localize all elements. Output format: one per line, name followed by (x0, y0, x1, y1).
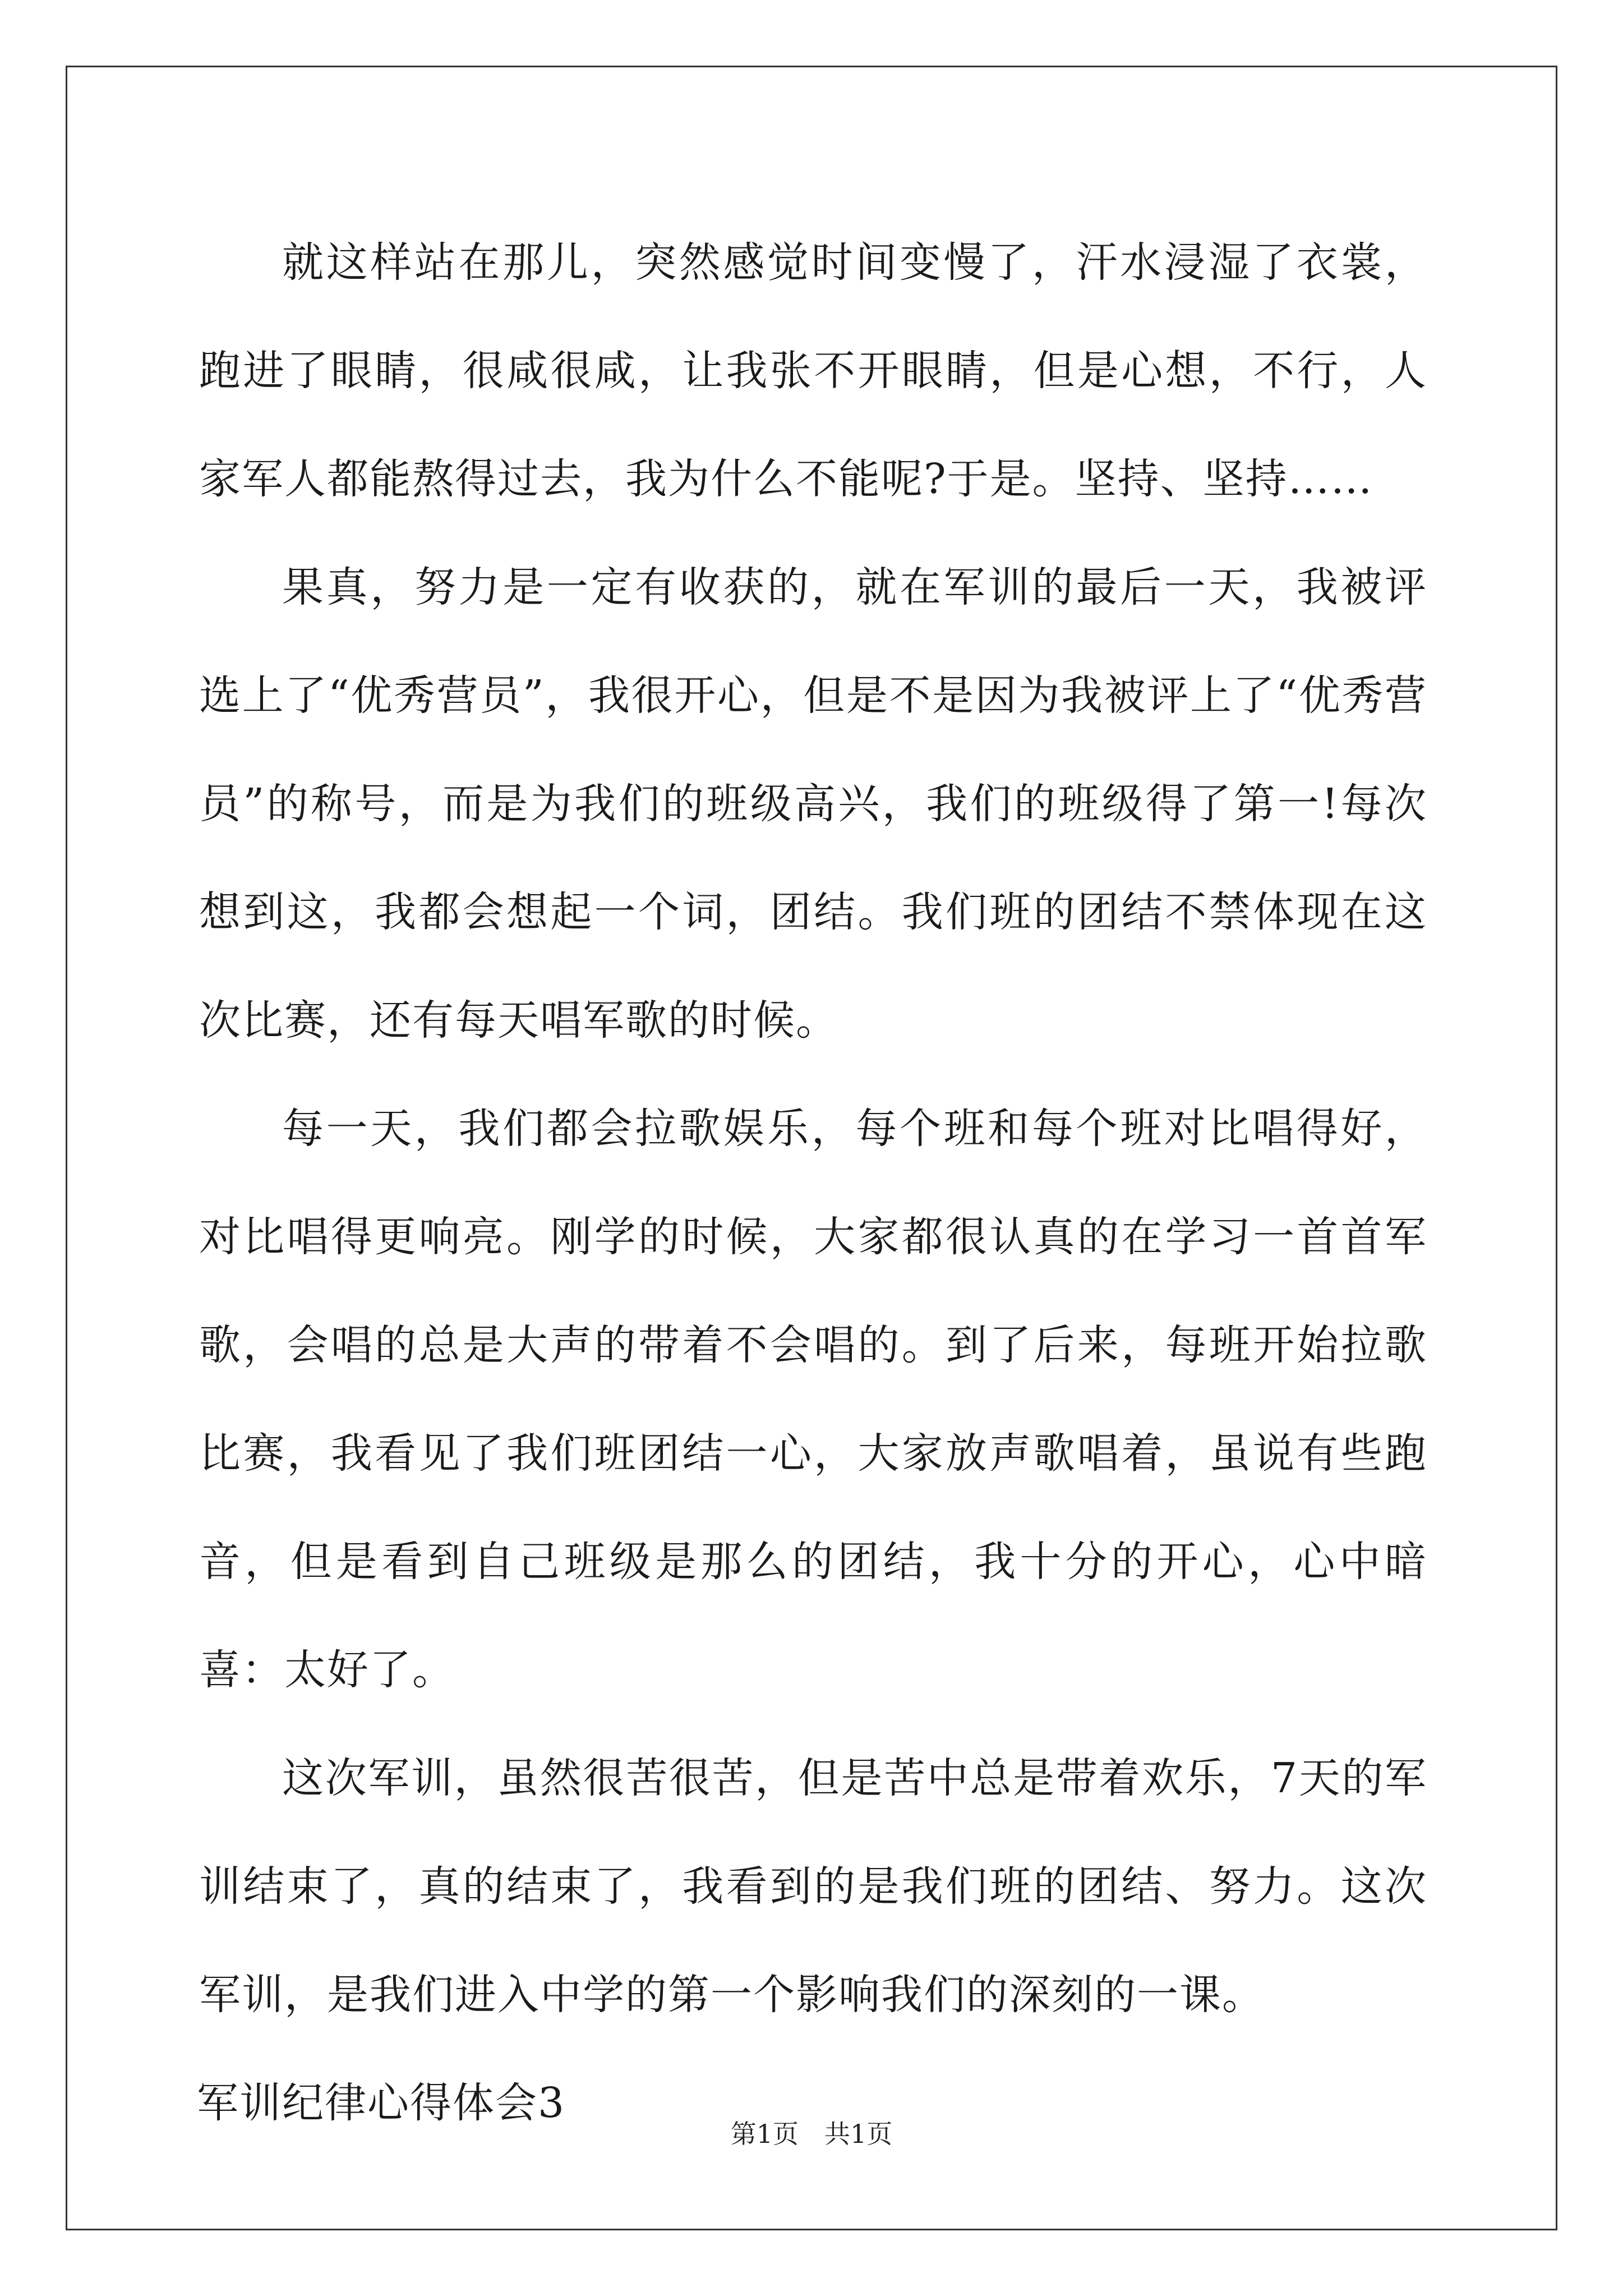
document-body (199, 209, 1427, 2157)
paragraph-1: 就这样站在那儿，突然感觉时间变慢了，汗水浸湿了衣裳，跑进了眼睛，很咸很咸，让我张不开眼睛，但是心想，不行，人家军人都能熬得过去，我为什么不能呢?于是。坚持、坚持…… (199, 238, 1427, 503)
paragraph-4: 这次军训，虽然很苦很苦，但是苦中总是带着欢乐，7天的军训结束了，真的结束了，我看到的是我们班的团结、努力。这次军训，是我们进入中学的第一个影响我们的深刻的一课。 (199, 1754, 1427, 2019)
page-footer: 第1页 共1页 (730, 2119, 893, 2149)
paragraph-3: 每一天，我们都会拉歌娱乐，每个班和每个班对比唱得好，对比唱得更响亮。刚学的时候，大家都很认真的在学习一首首军歌，会唱的总是大声的带着不会唱的。到了后来，每班开始拉歌比赛，我看见了我们班团结一心，大家放声歌唱着，虽说有些跑音，但是看到自己班级是那么的团结，我十分的开心，心中暗喜：太好了。 (199, 1105, 1427, 1694)
paragraph-2: 果真，努力是一定有收获的，就在军训的最后一天，我被评选上了“优秀营员”，我很开心，但是不是因为我被评上了“优秀营员”的称号，而是为我们的班级高兴，我们的班级得了第一!每次想到这，我都会想起一个词，团结。我们班的团结不禁体现在这次比赛，还有每天唱军歌的时候。 (199, 563, 1427, 1045)
section-heading: 军训纪律心得体会3 (197, 2079, 566, 2127)
